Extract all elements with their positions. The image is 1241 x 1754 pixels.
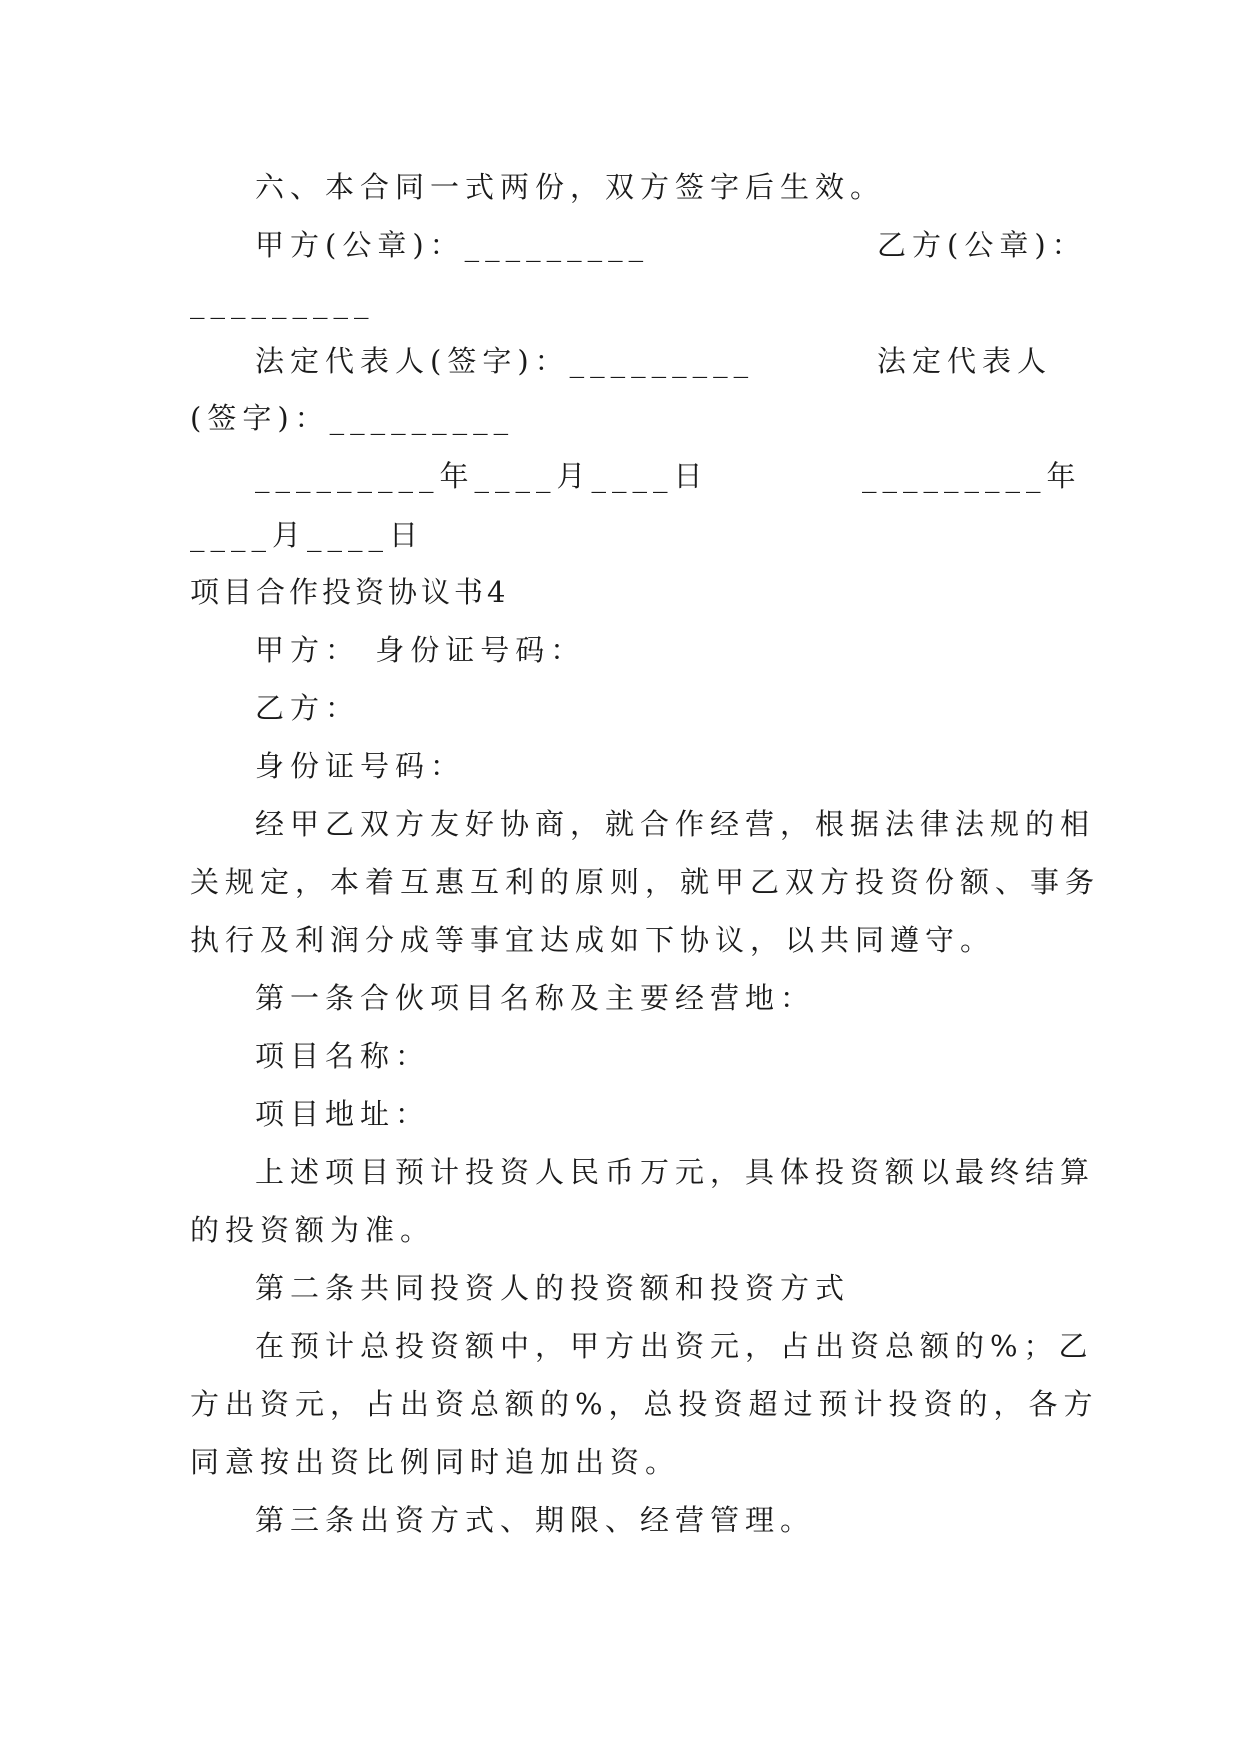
clause-six: 六、本合同一式两份，双方签字后生效。 [255,170,886,204]
party-b-date-year: _________年 [862,459,1082,493]
article-three: 第三条出资方式、期限、经营管理。 [255,1503,816,1537]
preamble-line-2: 关规定，本着互惠互利的原则，就甲乙双方投资份额、事务 [190,865,1101,899]
project-address: 项目地址： [255,1097,431,1131]
project-name: 项目名称： [255,1039,431,1073]
contribution-line-1: 在预计总投资额中，甲方出资元，占出资总额的%；乙 [255,1329,1094,1363]
contribution-line-3: 同意按出资比例同时追加出资。 [190,1445,681,1479]
investment-line-2: 的投资额为准。 [190,1213,436,1247]
article-two: 第二条共同投资人的投资额和投资方式 [255,1271,851,1305]
article-one: 第一条合伙项目名称及主要经营地： [255,981,816,1015]
party-a-seal: 甲方(公章)：_________ [255,228,650,262]
party-a-id: 甲方： 身份证号码： [255,633,586,667]
party-b-representative: 法定代表人 [877,344,1053,378]
preamble-line-1: 经甲乙双方友好协商，就合作经营，根据法律法规的相 [255,807,1096,841]
party-b-date-month-day: ____月____日 [190,518,425,552]
preamble-line-3: 执行及利润分成等事宜达成如下协议，以共同遵守。 [190,923,996,957]
party-a-date: _________年____月____日 [255,459,709,493]
section-title: 项目合作投资协议书4 [190,575,510,609]
party-b-seal: 乙方(公章)： [877,228,1087,262]
contribution-line-2: 方出资元，占出资总额的%，总投资超过预计投资的，各方 [190,1387,1099,1421]
investment-line-1: 上述项目预计投资人民币万元，具体投资额以最终结算 [255,1155,1096,1189]
party-b: 乙方： [255,691,361,725]
party-b-id: 身份证号码： [255,749,466,783]
party-b-representative-sign: (签字)：_________ [190,401,515,435]
party-a-representative: 法定代表人(签字)：_________ [255,344,755,378]
party-b-seal-blank: _________ [190,285,375,319]
